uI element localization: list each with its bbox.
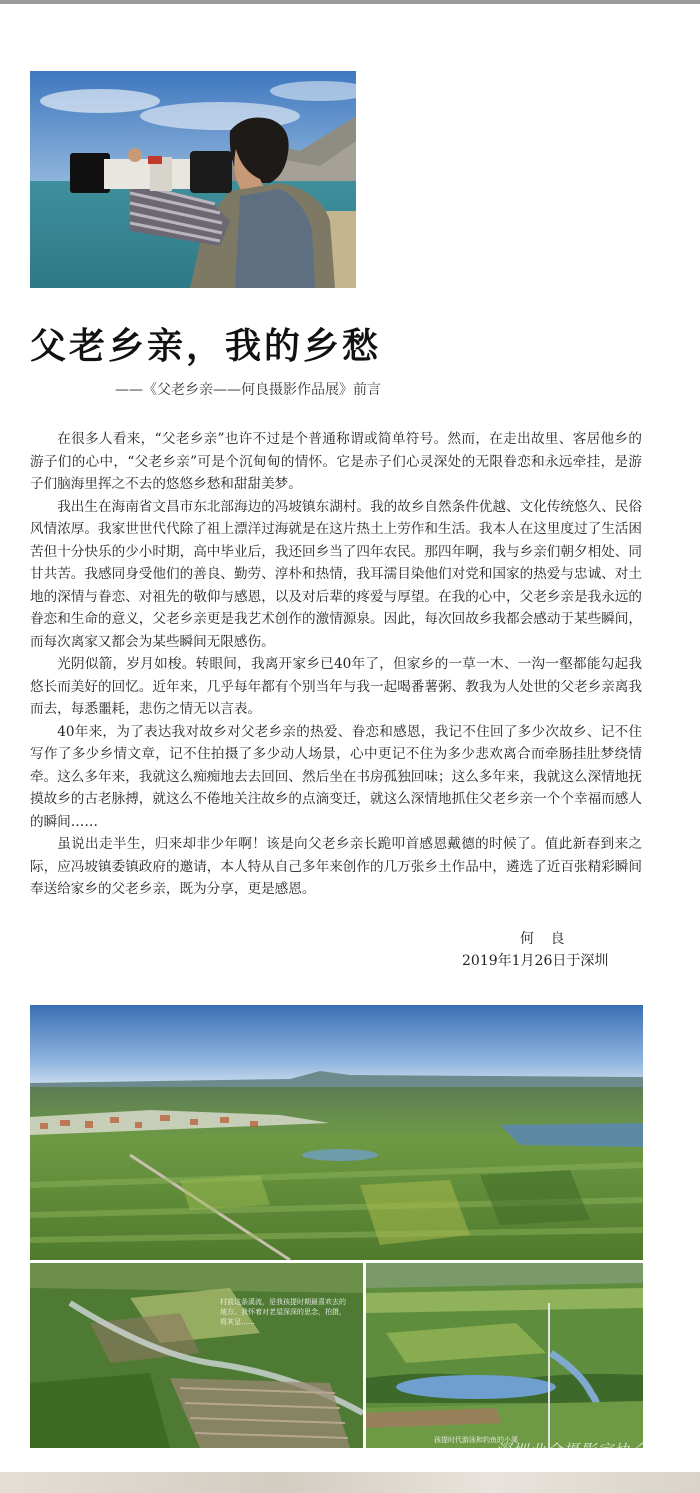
- photo-caption-left: 村前这条溪流，是我孩提时期最喜欢去的地方。我怀着对老屋深深的思念，拍摄，将其呈……: [220, 1298, 346, 1326]
- photographer-photo: [30, 71, 356, 288]
- author-signature: 何 良: [520, 931, 571, 947]
- top-border: [0, 0, 700, 4]
- paragraph: 虽说出走半生，归来却非少年啊！该是向父老乡亲长跪叩首感恩戴德的时候了。值此新春到来之际，应冯坡镇委镇政府的邀请，本人特从自己多年来创作的几万张乡土作品中，遴选了近百张精彩瞬间奉送给家乡的父老乡亲，既为分享，更是感恩。: [30, 836, 642, 897]
- bottom-decor-strip: [0, 1472, 700, 1493]
- river-fields-photo: [30, 1263, 363, 1448]
- page-title: 父老乡亲，我的乡愁: [30, 325, 382, 367]
- paragraph: 光阴似箭，岁月如梭。转眼间，我离开家乡已40年了，但家乡的一草一木、一沟一壑都能勾起我悠长而美好的回忆。近年来，几乎每年都有个别当年与我一起喝番薯粥、教我为人处世的父老乡亲离我而去，每悉噩耗，悲伤之情无以言表。: [30, 656, 642, 717]
- watermark: 深圳业余摄影家协会: [495, 1441, 649, 1460]
- article-body: [30, 428, 642, 901]
- paragraph: 在很多人看来，“父老乡亲”也许不过是个普通称谓或简单符号。然而，在走出故里、客居他乡的游子们的心中，“父老乡亲”可是个沉甸甸的情怀。它是赤子们心灵深处的无限眷恋和永远牵挂，是游子们脑海里挥之不去的悠悠乡愁和甜甜美梦。: [30, 431, 642, 492]
- paragraph: 40年来，为了表达我对故乡对父老乡亲的热爱、眷恋和感恩，我记不住回了多少次故乡、记不住写作了多少乡情文章，记不住拍摄了多少动人场景，心中更记不住为多少悲欢离合而牵肠挂肚梦绕情牵。这么多年来，我就这么痴痴地去去回回、然后坐在书房孤独回味；这么多年来，我就这么深情地抚摸故乡的古老脉搏，就这么不倦地关注故乡的点滴变迁，就这么深情地抓住父老乡亲一个个幸福而感人的瞬间……: [30, 723, 642, 830]
- creek-photo: [366, 1263, 643, 1448]
- paragraph: 我出生在海南省文昌市东北部海边的冯坡镇东湖村。我的故乡自然条件优越、文化传统悠久、民俗风情浓厚。我家世世代代除了祖上漂洋过海就是在这片热土上劳作和生活。我本人在这里度过了生活困苦但十分快乐的少小时期，高中毕业后，我还回乡当了四年农民。那四年啊，我与乡亲们朝夕相处、同甘共苦。我感同身受他们的善良、勤劳、淳朴和热情，我耳濡目染他们对党和国家的热爱与忠诚、对土地的深情与眷恋、对祖先的敬仰与感恩，以及对后辈的疼爱与厚望。在我的心中，父老乡亲是我永远的眷恋和生命的意义，父老乡亲更是我艺术创作的激情源泉。因此，每次回故乡我都会感动于某些瞬间，而每次离家又都会为某些瞬间无限感伤。: [30, 498, 642, 650]
- photo-caption-right: 孩提时代游泳和钓鱼的小溪: [434, 1436, 518, 1444]
- page-subtitle: ——《父老乡亲——何良摄影作品展》前言: [115, 382, 381, 398]
- aerial-village-photo: [30, 1005, 643, 1260]
- signature-date: 2019年1月26日于深圳: [462, 953, 609, 969]
